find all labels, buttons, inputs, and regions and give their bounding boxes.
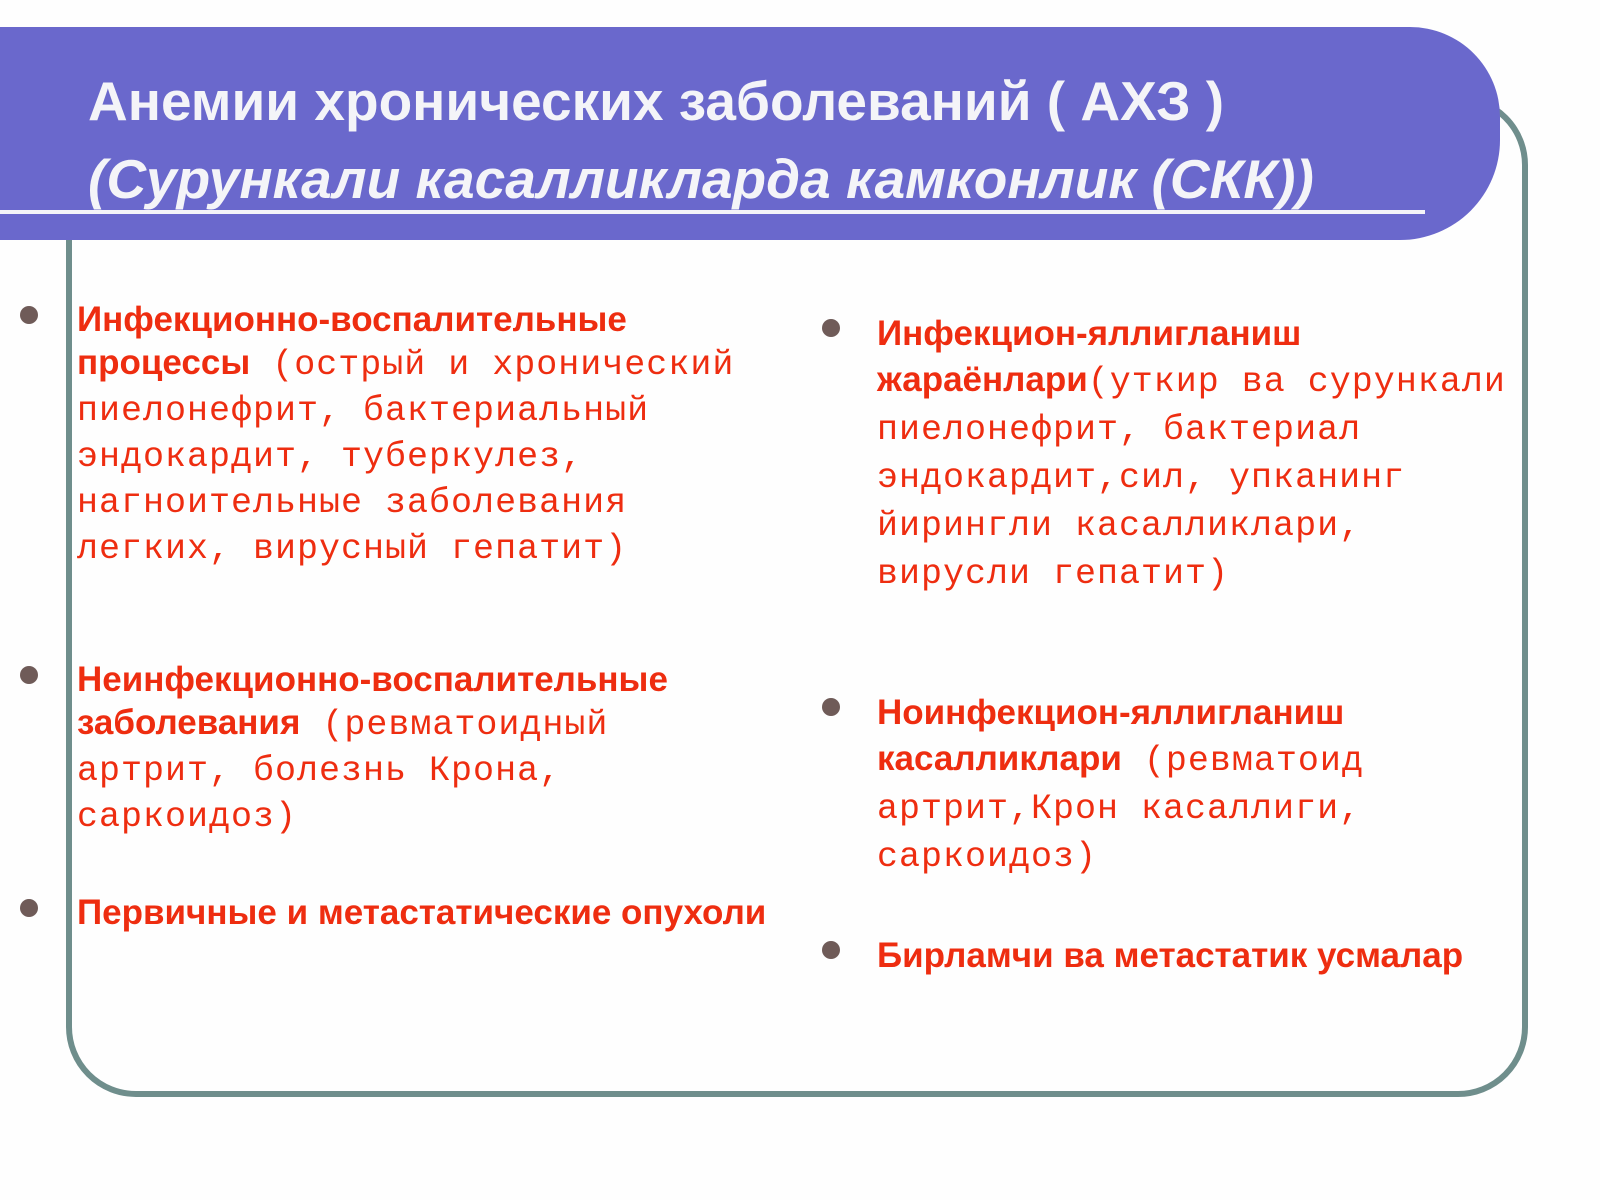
bullet-icon bbox=[20, 306, 38, 324]
slide-subtitle: (Сурункали касалликларда камконлик (СКК)) bbox=[88, 148, 1314, 210]
bullet-icon bbox=[20, 899, 38, 917]
list-item-tumors bbox=[20, 891, 780, 934]
item-heading: Неинфекционно-воспалительные заболевания bbox=[77, 660, 668, 742]
bullet-icon bbox=[20, 666, 38, 684]
list-item-infectious bbox=[20, 298, 780, 571]
list-item-tumors-uz bbox=[822, 933, 1522, 979]
item-detail: (ревматоид артрит,Крон касаллиги, саркоидоз) bbox=[877, 741, 1364, 877]
slide-title: Анемии хронических заболеваний ( АХЗ ) bbox=[88, 70, 1225, 132]
item-heading: Ноинфекцион-яллигланиш касалликлари bbox=[877, 693, 1345, 778]
list-item-text bbox=[822, 311, 1522, 597]
item-detail: (уткир ва сурункали пиелонефрит, бактериал эндокардит,сил, упканинг йирингли касалликлари, вирусли гепатит) bbox=[877, 362, 1506, 594]
item-heading: Первичные и метастатические опухоли bbox=[77, 893, 767, 932]
bullet-icon bbox=[822, 698, 840, 716]
list-item-text bbox=[20, 298, 780, 571]
list-item-noninfectious bbox=[20, 658, 780, 839]
list-item-text bbox=[822, 933, 1522, 979]
item-detail: (острый и хронический пиелонефрит, бактериальный эндокардит, туберкулез, нагноительные заболевания легких, вирусный гепатит) bbox=[77, 345, 735, 569]
title-underline bbox=[0, 210, 1425, 214]
list-item-text bbox=[822, 690, 1522, 880]
list-item-noninfectious-uz bbox=[822, 690, 1522, 880]
item-heading: Инфекционно-воспалительные процессы bbox=[77, 300, 627, 382]
list-item-text bbox=[20, 891, 780, 934]
item-heading: Инфекцион-яллигланиш жараёнлари bbox=[877, 314, 1302, 399]
bullet-icon bbox=[822, 319, 840, 337]
list-item-text bbox=[20, 658, 780, 839]
item-heading: Бирламчи ва метастатик усмалар bbox=[877, 936, 1464, 975]
bullet-icon bbox=[822, 941, 840, 959]
list-item-infectious-uz bbox=[822, 311, 1522, 597]
item-detail: (ревматоидный артрит, болезнь Крона, саркоидоз) bbox=[77, 705, 609, 837]
